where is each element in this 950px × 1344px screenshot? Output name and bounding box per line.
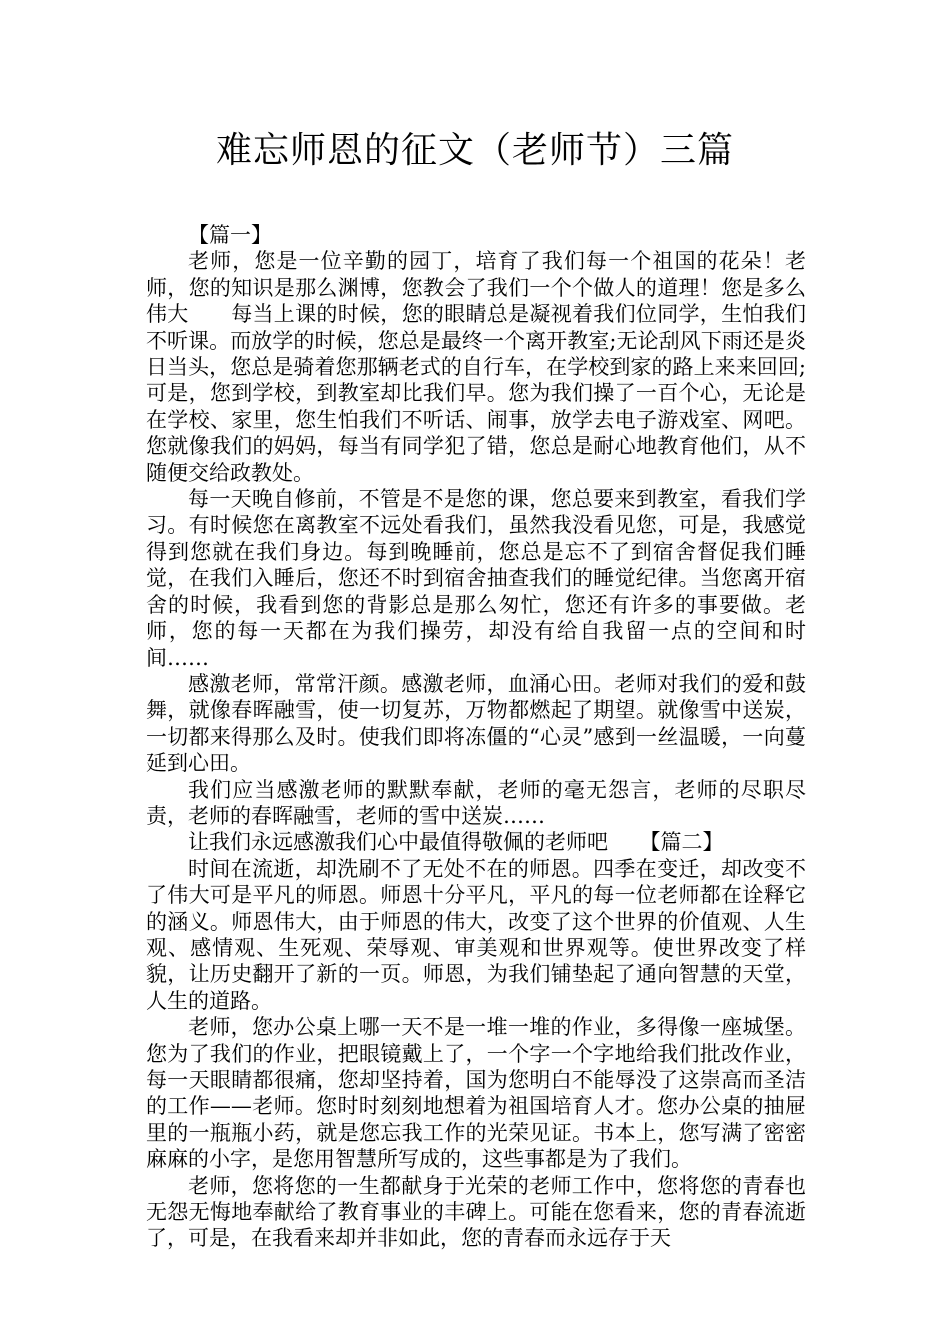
document-body xyxy=(146,222,806,1252)
body-paragraph: 我们应当感激老师的默默奉献，老师的毫无怨言，老师的尽职尽责，老师的春晖融雪，老师的雪中送炭…… xyxy=(146,777,806,828)
body-paragraph: 老师，您办公桌上哪一天不是一堆一堆的作业，多得像一座城堡。您为了我们的作业，把眼镜戴上了，一个字一个字地给我们批改作业，每一天眼睛都很痛，您却坚持着，国为您明白不能辱没了这崇高而圣洁的工作——老师。您时时刻刻地想着为祖国培育人才。您办公桌的抽屉里的一瓶瓶小药，就是您忘我工作的光荣见证。书本上，您写满了密密麻麻的小字，是您用智慧所写成的，这些事都是为了我们。 xyxy=(146,1015,806,1172)
document-title: 难忘师恩的征文（老师节）三篇 xyxy=(215,130,734,171)
body-paragraph: 每一天晚自修前，不管是不是您的课，您总要来到教室，看我们学习。有时候您在离教室不远处看我们，虽然我没看见您，可是，我感觉得到您就在我们身边。每到晚睡前，您总是忘不了到宿舍督促我们睡觉，在我们入睡后，您还不时到宿舍抽查我们的睡觉纪律。当您离开宿舍的时候，我看到您的背影总是那么匆忙，您还有许多的事要做。老师，您的每一天都在为我们操劳，却没有给自我留一点的空间和时间…… xyxy=(146,487,806,670)
body-paragraph: 时间在流逝，却洗刷不了无处不在的师恩。四季在变迁，却改变不了伟大可是平凡的师恩。师恩十分平凡，平凡的每一位老师都在诠释它的涵义。师恩伟大，由于师恩的伟大，改变了这个世界的价值观、人生观、感情观、生死观、荣辱观、审美观和世界观等。使世界改变了样貌，让历史翻开了新的一页。师恩，为我们铺垫起了通向智慧的天堂，人生的道路。 xyxy=(146,856,806,1013)
section-heading-1: 【篇一】 xyxy=(188,223,272,247)
body-paragraph: 老师，您是一位辛勤的园丁，培育了我们每一个祖国的花朵！老师，您的知识是那么渊博，您教会了我们一个个做人的道理！您是多么伟大 每当上课的时候，您的眼睛总是凝视着我们位同学，生怕我们不听课。而放学的时候，您总是最终一个离开教室;无论刮风下雨还是炎日当头，您总是骑着您那辆老式的自行车，在学校到家的路上来来回回;可是，您到学校，到教室却比我们早。您为我们操了一百个心，无论是在学校、家里，您生怕我们不听话、闹事，放学去电子游戏室、网吧。您就像我们的妈妈，每当有同学犯了错，您总是耐心地教育他们，从不随便交给政教处。 xyxy=(146,249,806,485)
body-paragraph-with-section-heading-2: 让我们永远感激我们心中最值得敬佩的老师吧 【篇二】 xyxy=(188,830,724,855)
body-paragraph: 老师，您将您的一生都献身于光荣的老师工作中，您将您的青春也无怨无悔地奉献给了教育事业的丰碑上。可能在您看来，您的青春流逝了，可是，在我看来却并非如此，您的青春而永远存于天 xyxy=(146,1173,806,1251)
body-paragraph: 感激老师，常常汗颜。感激老师，血涌心田。老师对我们的爱和鼓舞，就像春晖融雪，使一切复苏，万物都燃起了期望。就像雪中送炭，一切都来得那么及时。使我们即将冻僵的“心灵”感到一丝温暖，一向蔓延到心田。 xyxy=(146,671,806,776)
